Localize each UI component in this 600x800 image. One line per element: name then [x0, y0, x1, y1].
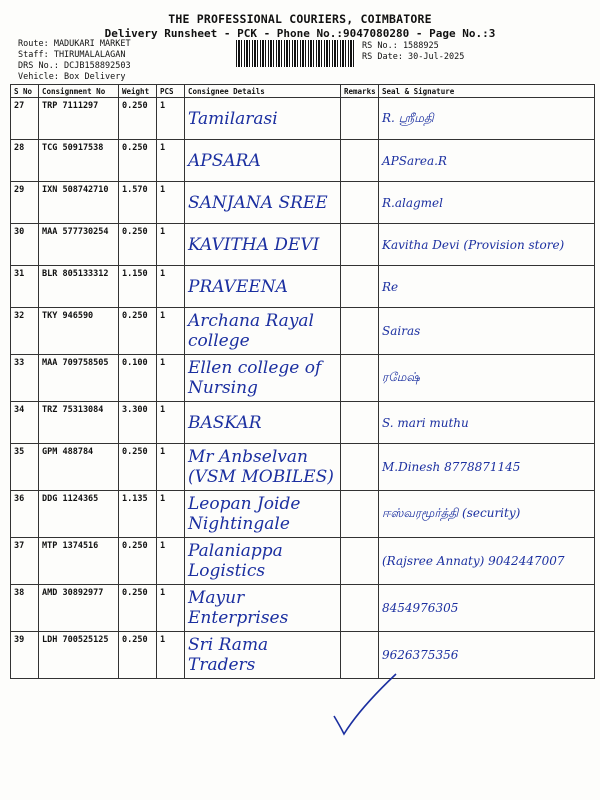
row-consignment: MAA 709758505: [39, 355, 119, 402]
row-consignment: AMD 30892977: [39, 585, 119, 632]
row-weight: 1.570: [119, 182, 157, 224]
row-signature: 9626375356: [379, 632, 595, 679]
meta-right: [362, 41, 464, 63]
row-sno: 29: [11, 182, 39, 224]
table-row: [11, 444, 595, 491]
row-signature: ஈஸ்வரமூர்த்தி (security): [379, 491, 595, 538]
table-row: [11, 585, 595, 632]
row-sno: 27: [11, 98, 39, 140]
row-remarks: [341, 538, 379, 585]
row-weight: 0.100: [119, 355, 157, 402]
row-pcs: 1: [157, 402, 185, 444]
row-remarks: [341, 224, 379, 266]
row-weight: 0.250: [119, 140, 157, 182]
row-remarks: [341, 266, 379, 308]
row-remarks: [341, 98, 379, 140]
row-signature: R.alagmel: [379, 182, 595, 224]
rs-date: RS Date: 30-Jul-2025: [362, 52, 465, 62]
row-consignment: TRZ 75313084: [39, 402, 119, 444]
row-weight: 1.150: [119, 266, 157, 308]
row-consignment: TRP 7111297: [39, 98, 119, 140]
row-consignee: Leopan Joide Nightingale: [185, 491, 341, 538]
row-sno: 28: [11, 140, 39, 182]
row-weight: 0.250: [119, 538, 157, 585]
row-pcs: 1: [157, 538, 185, 585]
row-consignee: Mayur Enterprises: [185, 585, 341, 632]
row-signature: Kavitha Devi (Provision store): [379, 224, 595, 266]
row-consignee: Tamilarasi: [185, 98, 341, 140]
col-consignee: Consignee Details: [185, 85, 341, 98]
row-pcs: 1: [157, 585, 185, 632]
table-row: [11, 402, 595, 444]
row-sno: 32: [11, 308, 39, 355]
row-pcs: 1: [157, 182, 185, 224]
row-weight: 0.250: [119, 444, 157, 491]
runsheet-table: [10, 84, 595, 679]
row-sno: 35: [11, 444, 39, 491]
row-weight: 0.250: [119, 585, 157, 632]
table-row: [11, 355, 595, 402]
row-sno: 31: [11, 266, 39, 308]
row-remarks: [341, 585, 379, 632]
table-row: [11, 266, 595, 308]
row-pcs: 1: [157, 98, 185, 140]
row-weight: 1.135: [119, 491, 157, 538]
table-row: [11, 632, 595, 679]
table-row: [11, 538, 595, 585]
row-signature: M.Dinesh 8778871145: [379, 444, 595, 491]
row-signature: S. mari muthu: [379, 402, 595, 444]
row-remarks: [341, 491, 379, 538]
row-sno: 30: [11, 224, 39, 266]
table-row: [11, 140, 595, 182]
row-pcs: 1: [157, 444, 185, 491]
col-pcs: PCS: [157, 85, 185, 98]
row-weight: 0.250: [119, 224, 157, 266]
runsheet-subtitle: Delivery Runsheet - PCK - Phone No.:9047080280 - Page No.:3: [104, 27, 496, 40]
row-consignee: APSARA: [185, 140, 341, 182]
row-remarks: [341, 140, 379, 182]
row-consignment: BLR 805133312: [39, 266, 119, 308]
row-remarks: [341, 182, 379, 224]
col-sno: S No: [11, 85, 39, 98]
company-title: THE PROFESSIONAL COURIERS, COIMBATORE: [168, 12, 432, 26]
row-remarks: [341, 402, 379, 444]
row-pcs: 1: [157, 308, 185, 355]
row-signature: ரமேஷ்: [379, 355, 595, 402]
rs-number: RS No.: 1588925: [362, 41, 439, 51]
col-remarks: Remarks: [341, 85, 379, 98]
table-row: [11, 182, 595, 224]
row-signature: Re: [379, 266, 595, 308]
drs-label: DRS No.: DCJB158892503: [18, 61, 131, 71]
row-consignment: GPM 488784: [39, 444, 119, 491]
row-sno: 39: [11, 632, 39, 679]
row-consignment: TKY 946590: [39, 308, 119, 355]
row-remarks: [341, 355, 379, 402]
col-weight: Weight: [119, 85, 157, 98]
row-remarks: [341, 308, 379, 355]
row-sno: 34: [11, 402, 39, 444]
row-pcs: 1: [157, 632, 185, 679]
table-row: [11, 308, 595, 355]
row-consignment: MAA 577730254: [39, 224, 119, 266]
row-consignee: BASKAR: [185, 402, 341, 444]
row-sno: 38: [11, 585, 39, 632]
row-consignee: Mr Anbselvan (VSM MOBILES): [185, 444, 341, 491]
row-weight: 3.300: [119, 402, 157, 444]
row-pcs: 1: [157, 140, 185, 182]
staff-label: Staff: THIRUMALALAGAN: [18, 50, 126, 60]
row-consignee: SANJANA SREE: [185, 182, 341, 224]
barcode: [236, 40, 356, 67]
row-sno: 36: [11, 491, 39, 538]
row-signature: (Rajsree Annaty) 9042447007: [379, 538, 595, 585]
route-label: Route: MADUKARI MARKET: [18, 39, 131, 49]
row-pcs: 1: [157, 224, 185, 266]
row-pcs: 1: [157, 355, 185, 402]
col-signature: Seal & Signature: [379, 85, 595, 98]
row-consignment: DDG 1124365: [39, 491, 119, 538]
row-signature: APSarea.R: [379, 140, 595, 182]
row-sno: 33: [11, 355, 39, 402]
row-consignee: Ellen college of Nursing: [185, 355, 341, 402]
row-pcs: 1: [157, 491, 185, 538]
row-consignment: TCG 50917538: [39, 140, 119, 182]
row-consignment: LDH 700525125: [39, 632, 119, 679]
row-consignee: Archana Rayal college: [185, 308, 341, 355]
table-row: [11, 98, 595, 140]
row-signature: R. ஸ்ரீமதி: [379, 98, 595, 140]
table-header: [11, 85, 595, 98]
row-consignee: PRAVEENA: [185, 266, 341, 308]
vehicle-label: Vehicle: Box Delivery: [18, 72, 126, 82]
row-pcs: 1: [157, 266, 185, 308]
meta-left: [18, 39, 131, 83]
table-row: [11, 224, 595, 266]
row-consignee: Sri Rama Traders: [185, 632, 341, 679]
table-row: [11, 491, 595, 538]
row-weight: 0.250: [119, 308, 157, 355]
col-consignment: Consignment No: [39, 85, 119, 98]
row-signature: Sairas: [379, 308, 595, 355]
row-sno: 37: [11, 538, 39, 585]
row-consignee: Palaniappa Logistics: [185, 538, 341, 585]
check-mark-icon: [330, 668, 400, 738]
row-signature: 8454976305: [379, 585, 595, 632]
row-weight: 0.250: [119, 98, 157, 140]
row-weight: 0.250: [119, 632, 157, 679]
row-consignee: KAVITHA DEVI: [185, 224, 341, 266]
row-remarks: [341, 444, 379, 491]
row-consignment: IXN 508742710: [39, 182, 119, 224]
row-consignment: MTP 1374516: [39, 538, 119, 585]
